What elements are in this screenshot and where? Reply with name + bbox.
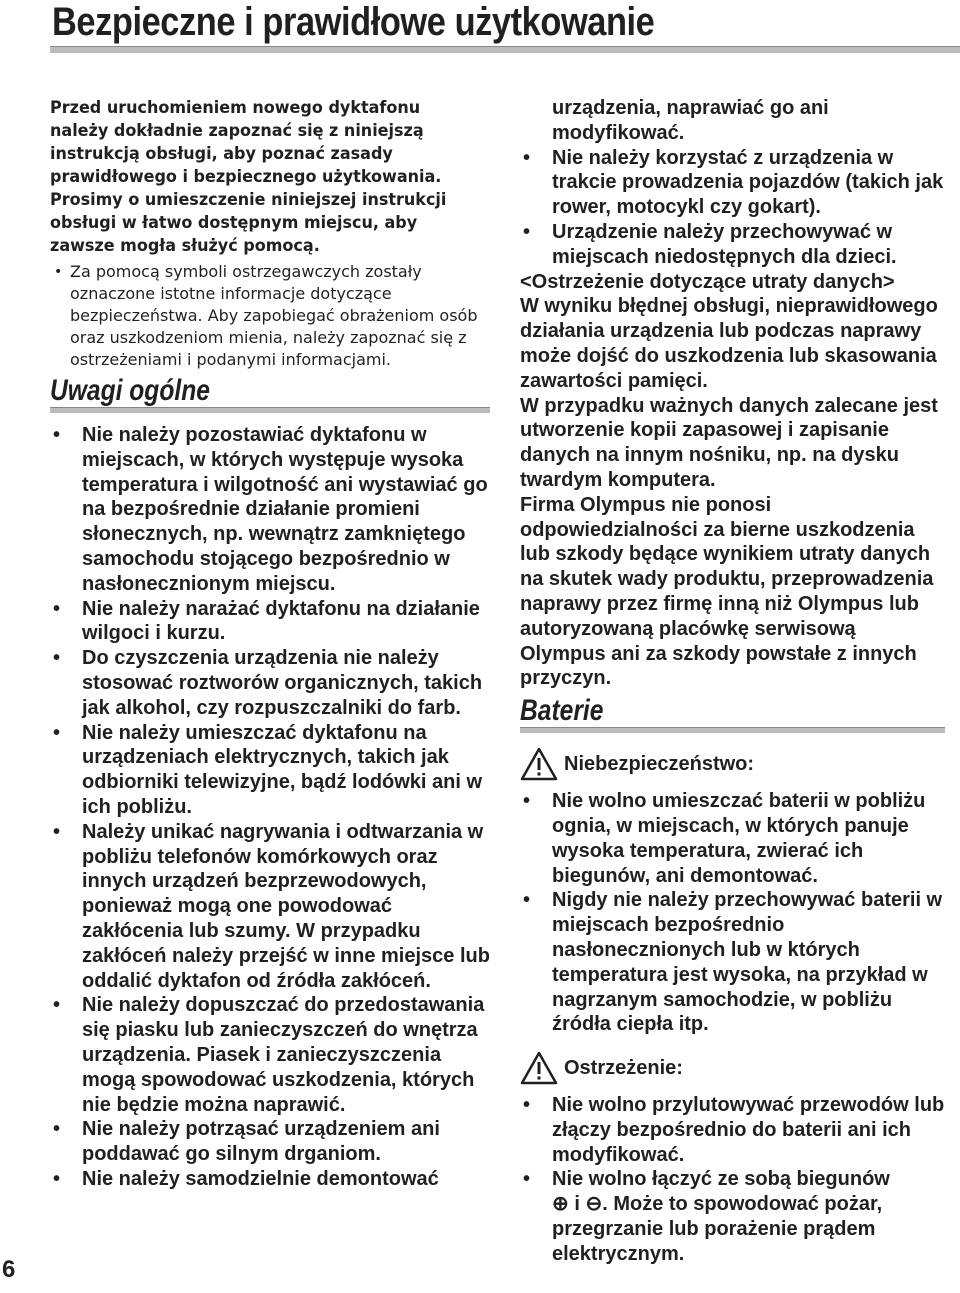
- list-item: [520, 220, 945, 270]
- title-rule: [50, 46, 960, 53]
- list-item-continuation: urządzenia, naprawiać go ani modyfikować.: [552, 97, 829, 144]
- list-item: [50, 1167, 490, 1192]
- right-column: [520, 96, 945, 1267]
- bullet-icon: •: [523, 146, 531, 169]
- list-item-text: Nie należy potrząsać urządzeniem ani poddawać go silnym drganiom.: [82, 1118, 440, 1166]
- list-item-text: Nie wolno przylutowywać przewodów lub złączy bezpośrednio do baterii ani ich modyfikować.: [552, 1094, 945, 1166]
- list-item-text: Nie wolno umieszczać baterii w pobliżu ognia, w miejscach, w których panuje wysoka temperatura, zwierać ich biegunów, ani demontować.: [552, 790, 926, 887]
- bullet-icon: •: [53, 1167, 61, 1190]
- bullet-icon: •: [53, 597, 61, 620]
- section-title-batteries: Baterie: [520, 694, 604, 728]
- list-item: [50, 423, 490, 597]
- bullet-icon: •: [53, 647, 61, 670]
- list-item: [50, 820, 490, 994]
- bullet-icon: •: [523, 889, 531, 912]
- data-loss-title: <Ostrzeżenie dotyczące utraty danych>: [520, 270, 895, 293]
- list-item: [50, 993, 490, 1117]
- bullet-icon: •: [523, 1094, 531, 1117]
- intro-paragraph: Przed uruchomieniem nowego dyktafonu należy dokładnie zapoznać się z niniejszą instrukcją obsługi, aby poznać zasady prawidłowego i bezpiecznego użytkowania. Prosimy o umieszczenie niniejszej instrukcji obsługi w łatwo dostępnym miejscu, aby zawsze mogła służyć pomocą.: [50, 98, 447, 255]
- intro-notes: [50, 261, 490, 371]
- page-title: Bezpieczne i prawidłowe użytkowanie: [52, 0, 655, 44]
- list-item-text: Nie należy umieszczać dyktafonu na urządzeniach elektrycznych, takich jak odbiorniki telewizyjne, bądź lodówki ani w ich pobliżu.: [82, 721, 483, 818]
- danger-label: Niebezpieczeństwo:: [564, 752, 755, 775]
- minus-terminal-icon: ⊖: [585, 1193, 603, 1216]
- plus-terminal-icon: ⊕: [552, 1193, 569, 1216]
- caution-list: [520, 1093, 945, 1267]
- bullet-icon: •: [53, 994, 61, 1017]
- list-item: [50, 721, 490, 820]
- data-loss-paragraph: W wyniku błędnej obsługi, nieprawidłowego działania urządzenia lub podczas naprawy może dojść do uszkodzenia lub skasowania zawartości pamięci.: [520, 295, 938, 392]
- caution-heading: [520, 1051, 945, 1085]
- section-rule: [50, 407, 490, 413]
- bullet-icon: •: [523, 220, 531, 243]
- bullet-icon: •: [53, 1118, 61, 1141]
- general-list: [50, 423, 490, 1192]
- warning-triangle-icon: [520, 1051, 558, 1085]
- list-item: [50, 597, 490, 647]
- list-item: [520, 146, 945, 220]
- list-item: [50, 646, 490, 720]
- list-item: [520, 1093, 945, 1167]
- list-item-text: Nie należy pozostawiać dyktafonu w miejscach, w których występuje wysoka temperatura i wilgotność ani wystawiać go na bezpośrednie działanie promieni słonecznych, np. wewnątrz zamkniętego samochodu stojącego bezpośrednio w nasłonecznionym miejscu.: [82, 424, 488, 595]
- list-item-text: Nie należy korzystać z urządzenia w trakcie prowadzenia pojazdów (takich jak rower, motocykl czy gokart).: [552, 146, 944, 219]
- bullet-icon: •: [523, 790, 531, 813]
- list-item: [520, 789, 945, 888]
- danger-list: [520, 789, 945, 1037]
- data-loss-paragraph: Firma Olympus nie ponosi odpowiedzialności za bierne uszkodzenia lub szkody będące wynikiem utraty danych na skutek wady produktu, przeprowadzenia naprawy przez firmę inną niż Olympus lub autoryzowaną placówkę serwisową Olympus ani za szkody powstałe z innych przyczyn.: [520, 493, 934, 690]
- page-number: 6: [2, 1256, 16, 1283]
- danger-heading: [520, 747, 945, 781]
- general-list-continued: [520, 146, 945, 270]
- list-item-text: Nigdy nie należy przechowywać baterii w miejscach bezpośrednio nasłonecznionych lub w których temperatura jest wysoka, na przykład w nagrzanym samochodzie, w pobliżu źródła ciepła itp.: [552, 889, 943, 1036]
- left-column: [50, 96, 490, 1192]
- section-rule: [520, 727, 945, 733]
- intro-note: [50, 261, 490, 371]
- bullet-icon: •: [54, 264, 63, 280]
- list-item: [520, 888, 945, 1037]
- list-item-text: Należy unikać nagrywania i odtwarzania w pobliżu telefonów komórkowych oraz innych urządzeń bezprzewodowych, ponieważ mogą one powodować zakłócenia lub szumy. W przypadku zakłóceń należy przejść w inne miejsce lub oddalić dyktafon od źródła zakłóceń.: [82, 820, 490, 992]
- list-item-text: Nie należy samodzielnie demontować: [82, 1167, 439, 1190]
- bullet-icon: •: [53, 820, 61, 843]
- bullet-icon: •: [53, 721, 61, 744]
- side-margin: [0, 0, 30, 1293]
- list-item: [520, 1167, 945, 1266]
- intro-note-text: Za pomocą symboli ostrzegawczych zostały oznaczone istotne informacje dotyczące bezpieczeństwa. Aby zapobiegać obrażeniom osób oraz uszkodzeniom mienia, należy zapoznać się z ostrzeżeniami i podanymi informacjami.: [70, 262, 478, 369]
- polarity-text-after: . Może to spowodować pożar, przegrzanie lub porażenie prądem elektrycznym.: [552, 1193, 883, 1265]
- list-item-text: Urządzenie należy przechowywać w miejscach niedostępnych dla dzieci.: [552, 220, 897, 268]
- section-title-general: Uwagi ogólne: [50, 374, 210, 407]
- warning-triangle-icon: [520, 747, 558, 781]
- polarity-connector: i: [568, 1193, 586, 1216]
- bullet-icon: •: [53, 424, 61, 446]
- list-item-text: Nie należy narażać dyktafonu na działanie wilgoci i kurzu.: [82, 597, 480, 645]
- caution-label: Ostrzeżenie:: [564, 1056, 683, 1079]
- bullet-icon: •: [523, 1168, 531, 1191]
- data-loss-paragraph: W przypadku ważnych danych zalecane jest utworzenie kopii zapasowej i zapisanie danych na innym nośniku, np. na dysku twardym komputera.: [520, 394, 938, 491]
- list-item-text: Do czyszczenia urządzenia nie należy stosować roztworów organicznych, takich jak alkohol, czy rozpuszczalniki do farb.: [82, 647, 483, 719]
- list-item: [50, 1117, 490, 1167]
- list-item-text: Nie należy dopuszczać do przedostawania się piasku lub zanieczyszczeń do wnętrza urządzenia. Piasek i zanieczyszczenia mogą spowodować uszkodzenia, których nie będzie można naprawić.: [82, 994, 485, 1116]
- polarity-text-before: Nie wolno łączyć ze sobą biegunów: [552, 1168, 890, 1191]
